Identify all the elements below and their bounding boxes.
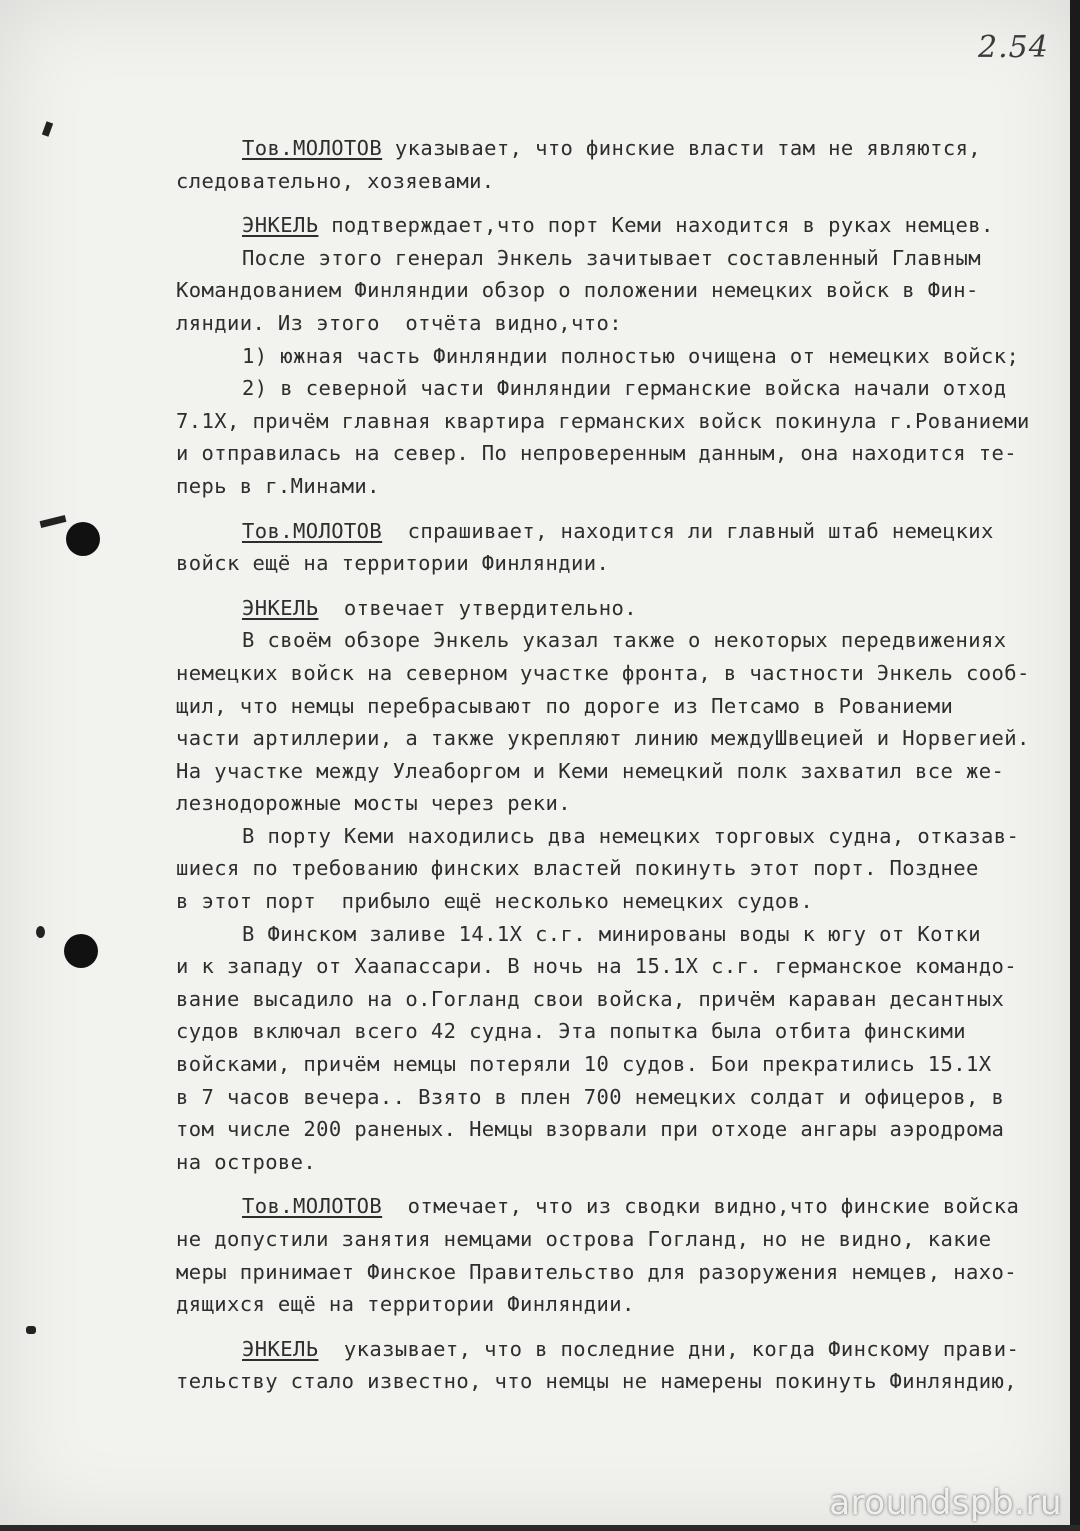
text-run: на острове.	[176, 1149, 317, 1174]
text-run: отвечает утвердительно.	[318, 595, 638, 620]
speaker-name: Тов.МОЛОТОВ	[242, 518, 383, 543]
text-run: войск ещё на территории Финляндии.	[176, 551, 610, 576]
text-run: щил, что немцы перебрасывают по дороге из Петсамо в Рованиеми	[176, 693, 954, 718]
text-run: 2) в северной части Финляндии германские войска начали отход	[242, 376, 1007, 401]
text-line	[176, 1015, 1076, 1048]
text-run: отмечает, что из сводки видно,что финские войска	[382, 1194, 1020, 1219]
text-run: В своём обзоре Энкель указал также о некоторых передвижениях	[242, 628, 1007, 653]
text-line	[176, 1365, 1076, 1398]
scan-edge-right	[1070, 0, 1080, 1531]
text-run: 7.1Х, причём главная квартира германских войск покинула г.Рованиеми	[176, 408, 1030, 433]
paragraph-gap	[176, 1178, 1076, 1190]
text-run: меры принимает Финское Правительство для разоружения немцев, нахо-	[176, 1259, 1017, 1284]
text-run: перь в г.Минами.	[176, 473, 380, 498]
text-run: следовательно, хозяевами.	[176, 168, 495, 193]
text-line	[176, 307, 1076, 340]
watermark: aroundspb.ru	[829, 1483, 1062, 1523]
text-run: немецких войск на северном участке фронта, в частности Энкель сооб-	[176, 660, 1030, 685]
text-line	[176, 657, 1076, 690]
text-run: тельству стало известно, что немцы не намерены покинуть Финляндию,	[176, 1369, 1017, 1394]
paragraph-gap	[176, 197, 1076, 209]
text-line	[176, 274, 1076, 307]
text-line	[176, 132, 1076, 165]
text-run: указывает, что в последние дни, когда Финскому прави-	[318, 1336, 1020, 1361]
speaker-name: Тов.МОЛОТОВ	[242, 136, 383, 160]
text-line	[176, 242, 1076, 275]
text-run: шиеся по требованию финских властей покинуть этот порт. Позднее	[176, 856, 979, 881]
text-line	[176, 515, 1076, 548]
text-line	[176, 1256, 1076, 1289]
speaker-name: ЭНКЕЛЬ	[242, 1336, 319, 1361]
text-run: войсками, причём немцы потеряли 10 судов. Бои прекратились 15.1Х	[176, 1052, 992, 1077]
text-run: судов включал всего 42 судна. Эта попытка была отбита финскими	[176, 1019, 967, 1044]
text-line	[176, 755, 1076, 788]
text-line	[176, 405, 1076, 438]
scan-edge-bottom	[0, 1525, 1080, 1531]
text-run: в этот порт прибыло ещё несколько немецких судов.	[176, 889, 814, 914]
punch-hole-top	[66, 522, 100, 556]
text-line	[176, 722, 1076, 755]
text-line	[176, 1223, 1076, 1256]
scan-speck	[40, 515, 67, 528]
text-line	[176, 165, 1076, 198]
text-run: На участке между Улеаборгом и Кеми немецкий полк захватил все же-	[176, 758, 1005, 783]
punch-hole-bottom	[64, 934, 98, 968]
text-line	[176, 1333, 1076, 1366]
text-line	[176, 918, 1076, 951]
text-run: и к западу от Хаапассари. В ночь на 15.1Х с.г. германское командо-	[176, 954, 1017, 979]
text-run: 1) южная часть Финляндии полностью очищена от немецких войск;	[242, 343, 1020, 368]
text-run: том числе 200 раненых. Немцы взорвали при отходе ангары аэродрома	[176, 1117, 1005, 1142]
text-run: в 7 часов вечера.. Взято в плен 700 немецких солдат и офицеров, в	[176, 1084, 1005, 1109]
paragraph-gap	[176, 503, 1076, 515]
text-line	[176, 1081, 1076, 1114]
speaker-name: ЭНКЕЛЬ	[242, 595, 319, 620]
text-line	[176, 340, 1076, 373]
paragraph-gap	[176, 580, 1076, 592]
text-run: спрашивает, находится ли главный штаб немецких	[382, 518, 994, 543]
text-line	[176, 470, 1076, 503]
text-line	[176, 592, 1076, 625]
text-line	[176, 820, 1076, 853]
text-line	[176, 885, 1076, 918]
text-line	[176, 624, 1076, 657]
text-line	[176, 787, 1076, 820]
text-line	[176, 1288, 1076, 1321]
text-line	[176, 983, 1076, 1016]
text-line	[176, 1190, 1076, 1223]
paragraph-gap	[176, 1321, 1076, 1333]
text-run: не допустили занятия немцами острова Гогланд, но не видно, какие	[176, 1227, 992, 1251]
scan-speck	[36, 926, 45, 938]
text-run: После этого генерал Энкель зачитывает составленный Главным	[242, 245, 982, 270]
text-line	[176, 1146, 1076, 1179]
text-run: Командованием Финляндии обзор о положении немецких войск в Фин-	[176, 278, 979, 303]
document-body	[176, 132, 1076, 1398]
text-run: вание высадило на о.Гогланд свои войска, причём караван десантных	[176, 986, 1005, 1011]
text-line	[176, 852, 1076, 885]
handwritten-page-number: 2.54	[978, 30, 1049, 65]
text-run: В порту Кеми находились два немецких торговых судна, отказав-	[242, 823, 1020, 848]
text-run: и отправилась на север. По непроверенным данным, она находится те-	[176, 441, 1017, 466]
scan-speck	[42, 121, 53, 137]
text-run: лезнодорожные мосты через реки.	[176, 791, 572, 816]
speaker-name: ЭНКЕЛЬ	[242, 213, 319, 238]
text-line	[176, 209, 1076, 242]
text-line	[176, 1113, 1076, 1146]
text-line	[176, 1048, 1076, 1081]
text-line	[176, 372, 1076, 405]
text-run: части артиллерии, а также укрепляют линию междуШвецией и Норвегией.	[176, 726, 1030, 751]
text-run: ляндии. Из этого отчёта видно,что:	[176, 310, 622, 335]
text-line	[176, 690, 1076, 723]
text-run: В Финском заливе 14.1Х с.г. минированы воды к югу от Котки	[242, 921, 982, 946]
text-line	[176, 437, 1076, 470]
text-line	[176, 950, 1076, 983]
speaker-name: Тов.МОЛОТОВ	[242, 1194, 383, 1219]
text-run: подтверждает,что порт Кеми находится в руках немцев.	[318, 213, 994, 238]
text-run: указывает, что финские власти там не являются,	[382, 136, 982, 160]
text-run: дящихся ещё на территории Финляндии.	[176, 1292, 635, 1317]
text-line	[176, 547, 1076, 580]
scan-speck	[26, 1326, 36, 1334]
